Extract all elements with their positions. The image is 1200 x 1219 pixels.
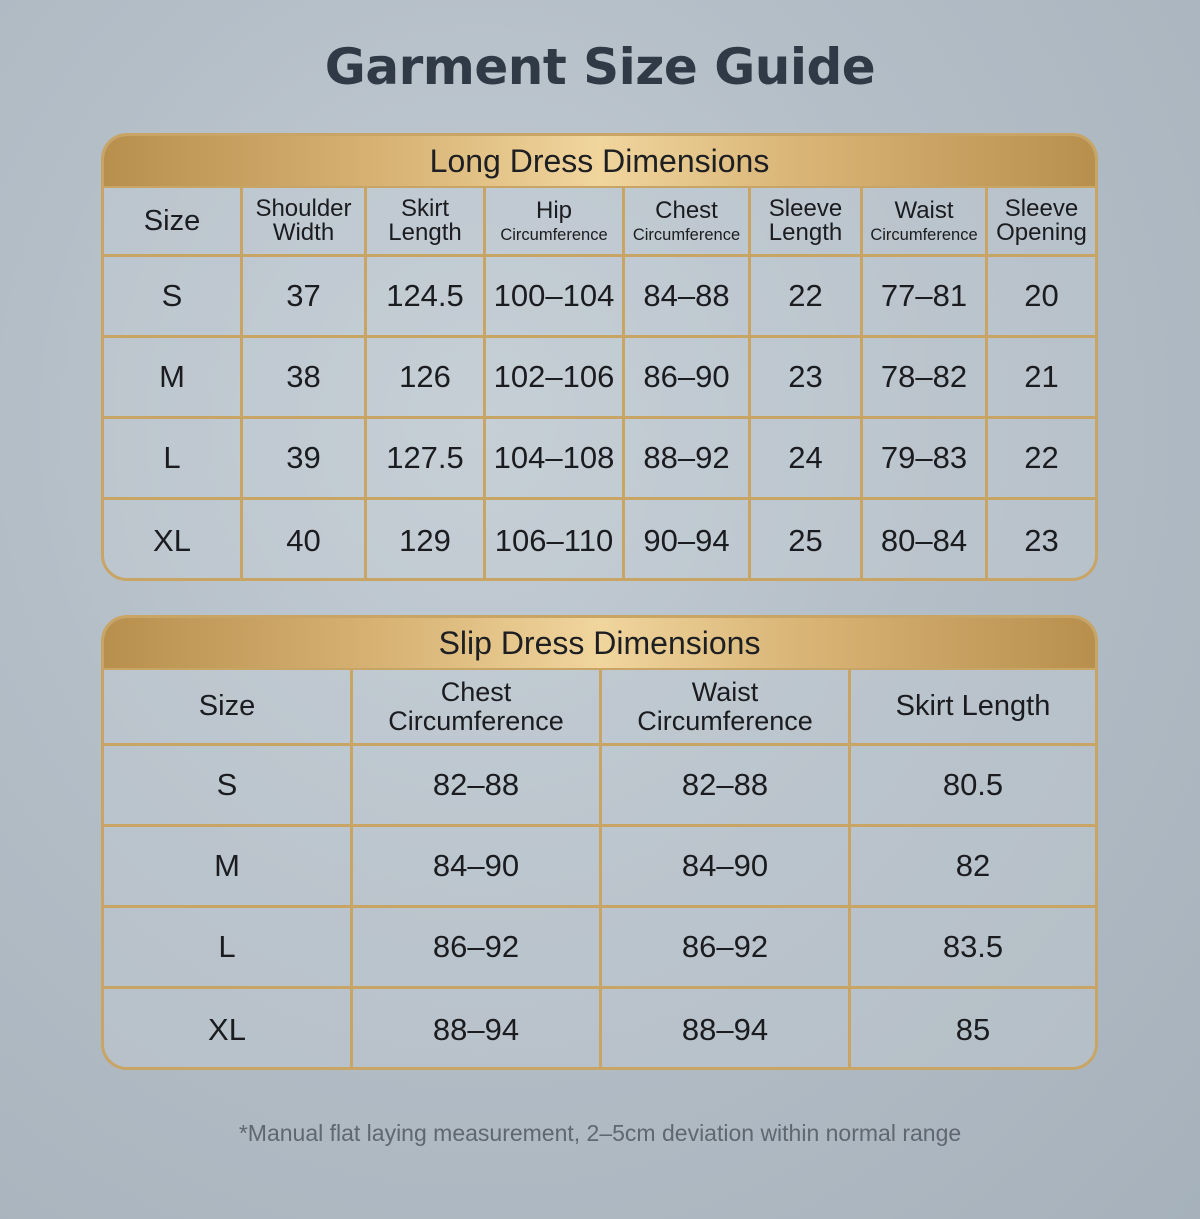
long-cell-skirt-length: 126 xyxy=(367,338,486,419)
header-line1: Chest xyxy=(655,196,718,224)
slip-cell-waist: 86–92 xyxy=(602,908,851,989)
long-cell-sleeve-length: 23 xyxy=(751,338,863,419)
slip-header-size xyxy=(104,670,353,746)
long-cell-shoulder-width: 40 xyxy=(243,500,367,581)
header-line1: Sleeve xyxy=(1004,195,1079,222)
long-cell-shoulder-width: 39 xyxy=(243,419,367,500)
long-cell-sleeve-length: 24 xyxy=(751,419,863,500)
long-cell-chest: 90–94 xyxy=(625,500,751,581)
header-line2: Circumference xyxy=(500,225,608,244)
slip-dress-table xyxy=(101,615,1098,1070)
long-cell-sleeve-opening: 21 xyxy=(988,338,1095,419)
long-header-waist-circumference xyxy=(863,188,988,257)
long-cell-shoulder-width: 38 xyxy=(243,338,367,419)
header-line1: Waist xyxy=(691,676,759,707)
slip-cell-skirt-length: 82 xyxy=(851,827,1095,908)
long-dress-grid xyxy=(104,188,1095,581)
footnote: *Manual flat laying measurement, 2–5cm deviation within normal range xyxy=(238,1120,962,1146)
long-cell-hip: 106–110 xyxy=(486,500,625,581)
long-cell-hip: 100–104 xyxy=(486,257,625,338)
long-header-size-label: Size xyxy=(143,204,201,237)
header-line1: Chest xyxy=(440,676,512,707)
long-header-hip-circumference xyxy=(486,188,625,257)
header-line1: Shoulder xyxy=(255,195,352,222)
slip-cell-size: S xyxy=(104,746,353,827)
slip-header-waist-circumference xyxy=(602,670,851,746)
header-line2: Circumference xyxy=(632,225,741,244)
slip-cell-waist: 84–90 xyxy=(602,827,851,908)
long-cell-sleeve-opening: 23 xyxy=(1024,522,1059,558)
long-cell-size: L xyxy=(104,419,243,500)
slip-header-skirt-length xyxy=(851,670,1095,746)
header-line1: Skirt xyxy=(401,195,449,222)
long-dress-table xyxy=(101,133,1098,581)
long-cell-waist: 77–81 xyxy=(863,257,988,338)
long-dress-banner: Long Dress Dimensions xyxy=(104,136,1095,188)
long-cell-hip: 104–108 xyxy=(486,419,625,500)
long-cell-size: S xyxy=(104,257,243,338)
slip-cell-chest: 88–94 xyxy=(353,989,602,1070)
slip-cell-size: M xyxy=(104,827,353,908)
slip-cell-skirt-length: 80.5 xyxy=(851,746,1095,827)
header-line2: Width xyxy=(272,219,335,246)
long-cell-waist: 78–82 xyxy=(863,338,988,419)
page-title: Garment Size Guide xyxy=(324,38,876,96)
header-line2: Circumference xyxy=(637,705,813,736)
long-cell-sleeve-length: 22 xyxy=(751,257,863,338)
long-cell-sleeve-opening: 22 xyxy=(988,419,1095,500)
header-line2: Circumference xyxy=(870,225,978,244)
header-line2: Length xyxy=(388,219,462,246)
long-cell-hip: 102–106 xyxy=(486,338,625,419)
long-cell-skirt-length: 129 xyxy=(367,500,486,581)
long-header-skirt-length xyxy=(367,188,486,257)
long-cell-sleeve-length: 25 xyxy=(751,500,863,581)
slip-cell-waist: 82–88 xyxy=(602,746,851,827)
slip-cell-size: L xyxy=(104,908,353,989)
long-header-chest-circumference xyxy=(625,188,751,257)
slip-header-size-label: Size xyxy=(198,690,256,722)
long-header-sleeve-length xyxy=(751,188,863,257)
slip-cell-chest: 84–90 xyxy=(353,827,602,908)
slip-cell-chest: 86–92 xyxy=(353,908,602,989)
long-cell-chest: 88–92 xyxy=(625,419,751,500)
header-line2: Length xyxy=(768,219,843,246)
long-cell-size: M xyxy=(104,338,243,419)
long-cell-chest: 84–88 xyxy=(625,257,751,338)
header-line2: Circumference xyxy=(388,705,564,736)
slip-header-chest-circumference xyxy=(353,670,602,746)
long-header-size xyxy=(104,188,243,257)
long-cell-skirt-length: 127.5 xyxy=(367,419,486,500)
long-cell-skirt-length: 124.5 xyxy=(367,257,486,338)
header-line1: Hip xyxy=(535,196,572,224)
slip-cell-size: XL xyxy=(104,989,353,1070)
slip-dress-banner: Slip Dress Dimensions xyxy=(104,618,1095,670)
slip-cell-skirt-length: 85 xyxy=(955,1011,991,1047)
slip-cell-chest: 82–88 xyxy=(353,746,602,827)
long-cell-shoulder-width: 37 xyxy=(243,257,367,338)
slip-dress-grid xyxy=(104,670,1095,1070)
long-header-sleeve-opening xyxy=(988,188,1095,257)
long-cell-sleeve-opening: 20 xyxy=(988,257,1095,338)
header-line1: Skirt Length xyxy=(895,690,1051,722)
header-line1: Waist xyxy=(894,196,954,224)
slip-cell-skirt-length: 83.5 xyxy=(851,908,1095,989)
long-cell-size: XL xyxy=(104,500,243,581)
long-cell-waist: 80–84 xyxy=(863,500,988,581)
slip-cell-waist: 88–94 xyxy=(602,989,851,1070)
header-line2: Opening xyxy=(996,219,1087,246)
long-cell-waist: 79–83 xyxy=(863,419,988,500)
header-line1: Sleeve xyxy=(768,195,843,222)
long-header-shoulder-width xyxy=(243,188,367,257)
long-cell-chest: 86–90 xyxy=(625,338,751,419)
